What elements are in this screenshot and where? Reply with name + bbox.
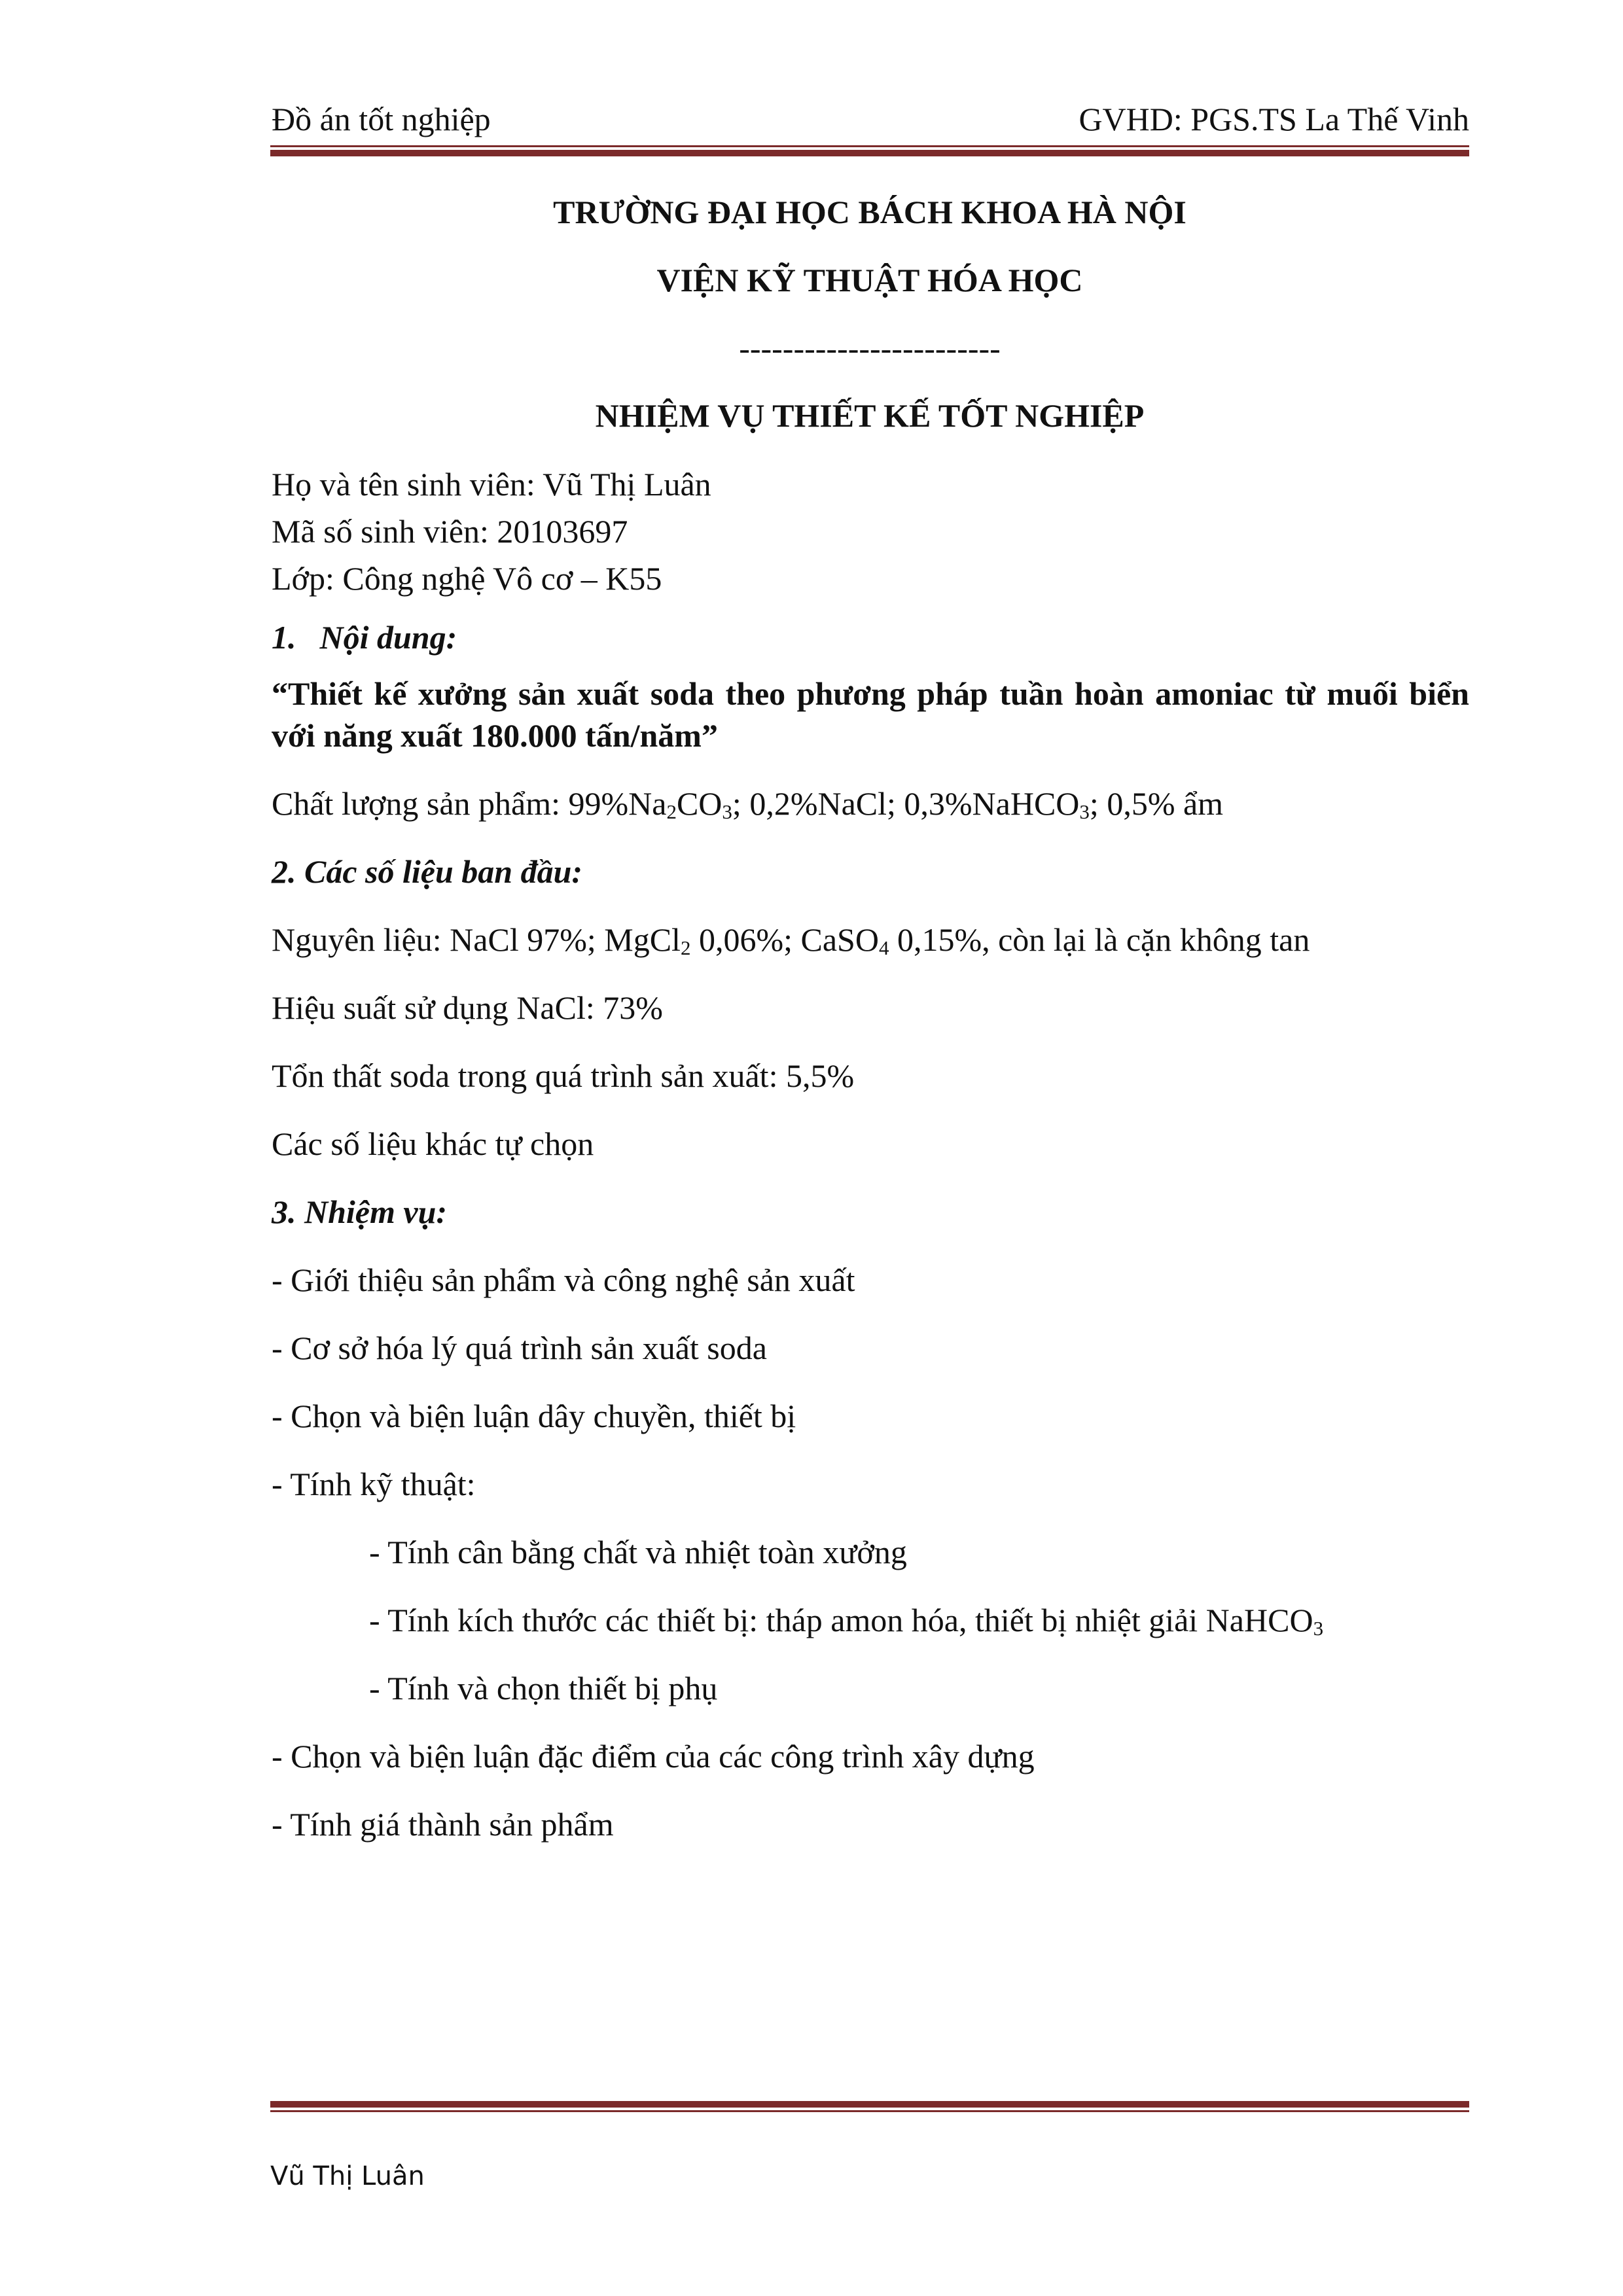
section2-heading: 2. Các số liệu ban đầu:	[272, 853, 583, 890]
document-heading: NHIỆM VỤ THIẾT KẾ TỐT NGHIỆP	[595, 397, 1145, 434]
section3-heading: 3. Nhiệm vụ:	[272, 1193, 448, 1230]
student-name: Họ và tên sinh viên: Vũ Thị Luân	[272, 466, 711, 503]
task-item: - Chọn và biện luận đặc điểm của các công trình xây dựng	[272, 1738, 1035, 1775]
section1-number: 1.	[272, 619, 296, 656]
soda-loss: Tổn thất soda trong quá trình sản xuất: 5,5%	[272, 1057, 855, 1094]
header-left-text: Đồ án tốt nghiệp	[272, 101, 491, 137]
title-separator: ------------------------	[739, 330, 1001, 366]
task-item: - Giới thiệu sản phẩm và công nghệ sản xuất	[272, 1262, 855, 1298]
header-rule-thin	[270, 145, 1469, 147]
task-item: - Chọn và biện luận dây chuyền, thiết bị	[272, 1398, 796, 1434]
nacl-efficiency: Hiệu suất sử dụng NaCl: 73%	[272, 989, 663, 1026]
other-data: Các số liệu khác tự chọn	[272, 1125, 594, 1162]
task-subitem: - Tính cân bằng chất và nhiệt toàn xưởng	[369, 1534, 907, 1570]
project-topic: “Thiết kế xưởng sản xuất soda theo phương pháp tuần hoàn amoniac từ muối biển với năng xuất 180.000 tấn/năm”	[272, 675, 1469, 754]
institute-title: VIỆN KỸ THUẬT HÓA HỌC	[656, 262, 1083, 298]
header-right-text: GVHD: PGS.TS La Thế Vinh	[1079, 101, 1469, 137]
task-item: - Cơ sở hóa lý quá trình sản xuất soda	[272, 1330, 767, 1366]
student-class: Lớp: Công nghệ Vô cơ – K55	[272, 560, 662, 597]
product-quality: Chất lượng sản phẩm: $99\%Na_2CO_3$; 0,2%NaCl; 0,3%NaHCO$_3$; 0,5% ẩm	[272, 785, 1224, 824]
footer-rule-thin	[270, 2110, 1469, 2112]
task-subitem: - Tính kích thước các thiết bị: tháp amon hóa, thiết bị nhiệt giải NaHCO$_3$	[369, 1602, 1324, 1640]
header-rule-thick	[270, 150, 1469, 156]
section1-heading	[272, 616, 457, 658]
task-subitem: - Tính và chọn thiết bị phụ	[369, 1670, 718, 1706]
student-id: Mã số sinh viên: 20103697	[272, 513, 628, 550]
task-item: - Tính kỹ thuật:	[272, 1466, 476, 1502]
section1-title: Nội dung:	[319, 619, 457, 656]
university-title: TRƯỜNG ĐẠI HỌC BÁCH KHOA HÀ NỘI	[553, 194, 1186, 230]
raw-material: Nguyên liệu: NaCl 97%; MgCl$_2$ 0,06%; CaSO$_4$ 0,15%, còn lại là cặn không tan	[272, 921, 1310, 960]
footer-rule-thick	[270, 2101, 1469, 2108]
task-item: - Tính giá thành sản phẩm	[272, 1806, 614, 1843]
footer-author: Vũ Thị Luân	[270, 2161, 425, 2191]
